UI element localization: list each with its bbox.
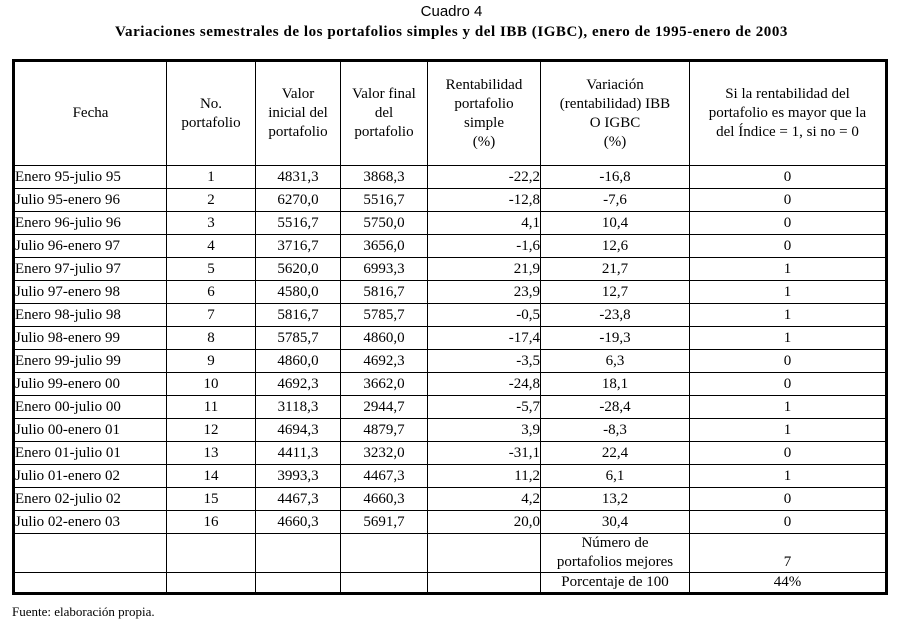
cell-comparison-flag: 1 [690,304,887,327]
cell-final-value: 4660,3 [341,488,428,511]
cell-index-variation: 12,6 [541,235,690,258]
summary-row-better [14,534,887,573]
cell-fecha: Julio 01-enero 02 [14,465,167,488]
cell-comparison-flag: 1 [690,396,887,419]
cell-simple-return: -0,5 [428,304,541,327]
cell-final-value: 3232,0 [341,442,428,465]
cell-index-variation: 10,4 [541,212,690,235]
cell-fecha: Julio 02-enero 03 [14,511,167,534]
label-line: portafolios mejores [556,554,674,570]
cell-index-variation: 12,7 [541,281,690,304]
cell-final-value: 3656,0 [341,235,428,258]
cell-index-variation: -23,8 [541,304,690,327]
header-line: Valor [281,86,315,102]
cell-initial-value: 5785,7 [256,327,341,350]
cell-index-variation: 6,3 [541,350,690,373]
cell-portfolio-number: 9 [167,350,256,373]
table-row [14,304,887,327]
cell-final-value: 5816,7 [341,281,428,304]
table-row [14,465,887,488]
summary-row-percent [14,573,887,594]
cell-simple-return: 11,2 [428,465,541,488]
cell-final-value: 5516,7 [341,189,428,212]
cell-initial-value: 4580,0 [256,281,341,304]
cell-portfolio-number: 10 [167,373,256,396]
better-portfolios-label [541,534,690,573]
cell-index-variation: -8,3 [541,419,690,442]
cell-portfolio-number: 1 [167,166,256,189]
header-line: (rentabilidad) IBB [559,95,671,112]
header-line: No. [199,95,223,112]
cell-initial-value: 3993,3 [256,465,341,488]
header-index-variation [541,61,690,166]
cell-comparison-flag: 0 [690,189,887,212]
header-line: (%) [472,133,496,150]
source-note: Fuente: elaboración propia. [12,604,155,619]
table-row [14,373,887,396]
table-row [14,189,887,212]
cell-index-variation: -16,8 [541,166,690,189]
header-line: del Índice = 1, si no = 0 [716,124,859,140]
cell-final-value: 5750,0 [341,212,428,235]
header-line: portafolio [268,124,328,140]
cell-index-variation: -7,6 [541,189,690,212]
header-line: Valor final [352,86,416,102]
cell-simple-return: -22,2 [428,166,541,189]
empty-cell [14,534,167,573]
header-line: Si la rentabilidad del [725,86,850,102]
cell-final-value: 5691,7 [341,511,428,534]
cell-portfolio-number: 6 [167,281,256,304]
table-row [14,212,887,235]
cell-final-value: 3662,0 [341,373,428,396]
cell-simple-return: 4,1 [428,212,541,235]
header-line: Rentabilidad [445,76,523,93]
cell-comparison-flag: 0 [690,212,887,235]
cell-portfolio-number: 3 [167,212,256,235]
cell-simple-return: -31,1 [428,442,541,465]
cell-fecha: Enero 00-julio 00 [14,396,167,419]
header-fecha [14,61,167,166]
cell-final-value: 4692,3 [341,350,428,373]
header-line: Fecha [72,105,109,121]
cell-simple-return: -5,7 [428,396,541,419]
cell-comparison-flag: 0 [690,442,887,465]
table-row [14,350,887,373]
header-row [14,61,887,166]
cell-final-value: 3868,3 [341,166,428,189]
cell-fecha: Enero 02-julio 02 [14,488,167,511]
empty-cell [167,573,256,594]
cell-final-value: 2944,7 [341,396,428,419]
cell-final-value: 4467,3 [341,465,428,488]
cell-fecha: Julio 00-enero 01 [14,419,167,442]
cell-simple-return: -3,5 [428,350,541,373]
header-final-value [341,61,428,166]
table-row [14,258,887,281]
percent-value: 44% [690,573,887,594]
table-row [14,442,887,465]
cell-index-variation: 30,4 [541,511,690,534]
cell-simple-return: 21,9 [428,258,541,281]
table-row [14,235,887,258]
cell-portfolio-number: 2 [167,189,256,212]
cell-index-variation: 13,2 [541,488,690,511]
cell-fecha: Julio 96-enero 97 [14,235,167,258]
cell-simple-return: 3,9 [428,419,541,442]
cell-initial-value: 5816,7 [256,304,341,327]
cell-portfolio-number: 7 [167,304,256,327]
header-line: inicial del [268,105,328,121]
cell-index-variation: 18,1 [541,373,690,396]
header-portfolio-number [167,61,256,166]
portfolio-variations-table [12,59,888,595]
empty-cell [167,534,256,573]
cell-simple-return: -1,6 [428,235,541,258]
percent-label: Porcentaje de 100 [541,573,690,594]
cell-final-value: 5785,7 [341,304,428,327]
header-line: del [374,105,394,121]
cell-portfolio-number: 16 [167,511,256,534]
empty-cell [341,573,428,594]
cell-comparison-flag: 1 [690,258,887,281]
cell-fecha: Enero 98-julio 98 [14,304,167,327]
cell-comparison-flag: 1 [690,281,887,304]
table-row [14,281,887,304]
table-row [14,488,887,511]
empty-cell [341,534,428,573]
cell-comparison-flag: 0 [690,488,887,511]
header-comparison-flag [690,61,887,166]
header-line: simple [464,114,504,131]
cell-fecha: Julio 98-enero 99 [14,327,167,350]
table-row [14,511,887,534]
cell-portfolio-number: 11 [167,396,256,419]
header-line: portafolio [354,124,414,140]
better-portfolios-value: 7 [690,534,887,573]
caption-label: Cuadro 4 [420,3,483,20]
cell-index-variation: 21,7 [541,258,690,281]
cell-index-variation: 22,4 [541,442,690,465]
cell-simple-return: 23,9 [428,281,541,304]
cell-comparison-flag: 0 [690,373,887,396]
table-row [14,166,887,189]
cell-final-value: 4860,0 [341,327,428,350]
cell-portfolio-number: 5 [167,258,256,281]
cell-simple-return: -17,4 [428,327,541,350]
cell-simple-return: -24,8 [428,373,541,396]
cell-fecha: Enero 95-julio 95 [14,166,167,189]
cell-initial-value: 4831,3 [256,166,341,189]
cell-initial-value: 3716,7 [256,235,341,258]
table-row [14,419,887,442]
label-line: Número de [581,535,649,551]
cell-initial-value: 4467,3 [256,488,341,511]
table-body [14,166,887,594]
empty-cell [428,573,541,594]
cell-initial-value: 4660,3 [256,511,341,534]
cell-fecha: Enero 97-julio 97 [14,258,167,281]
cell-initial-value: 5516,7 [256,212,341,235]
cell-fecha: Julio 99-enero 00 [14,373,167,396]
cell-portfolio-number: 14 [167,465,256,488]
header-line: (%) [603,133,627,150]
table-row [14,396,887,419]
cell-comparison-flag: 0 [690,350,887,373]
cell-portfolio-number: 8 [167,327,256,350]
cell-initial-value: 4692,3 [256,373,341,396]
header-line: portafolio [454,95,514,112]
header-simple-return [428,61,541,166]
empty-cell [428,534,541,573]
cell-comparison-flag: 1 [690,465,887,488]
cell-fecha: Julio 95-enero 96 [14,189,167,212]
cell-index-variation: -28,4 [541,396,690,419]
cell-initial-value: 4860,0 [256,350,341,373]
cell-initial-value: 6270,0 [256,189,341,212]
cell-comparison-flag: 0 [690,511,887,534]
cell-final-value: 4879,7 [341,419,428,442]
empty-cell [256,534,341,573]
cell-initial-value: 4411,3 [256,442,341,465]
cell-comparison-flag: 0 [690,235,887,258]
cell-comparison-flag: 0 [690,166,887,189]
cell-comparison-flag: 1 [690,327,887,350]
cell-index-variation: -19,3 [541,327,690,350]
cell-portfolio-number: 4 [167,235,256,258]
header-initial-value [256,61,341,166]
cell-fecha: Enero 96-julio 96 [14,212,167,235]
empty-cell [256,573,341,594]
cell-fecha: Enero 99-julio 99 [14,350,167,373]
cell-index-variation: 6,1 [541,465,690,488]
cell-portfolio-number: 15 [167,488,256,511]
header-line: O IGBC [589,114,641,131]
cell-fecha: Enero 01-julio 01 [14,442,167,465]
cell-final-value: 6993,3 [341,258,428,281]
cell-initial-value: 4694,3 [256,419,341,442]
cell-fecha: Julio 97-enero 98 [14,281,167,304]
cell-initial-value: 3118,3 [256,396,341,419]
caption-title: Variaciones semestrales de los portafolios simples y del IBB (IGBC), enero de 1995-enero de 2003 [115,24,788,40]
cell-initial-value: 5620,0 [256,258,341,281]
header-line: portafolio es mayor que la [708,105,867,121]
header-line: Variación [586,76,644,93]
cell-portfolio-number: 13 [167,442,256,465]
table-row [14,327,887,350]
cell-simple-return: 4,2 [428,488,541,511]
empty-cell [14,573,167,594]
header-line: portafolio [181,114,241,131]
cell-simple-return: 20,0 [428,511,541,534]
cell-comparison-flag: 1 [690,419,887,442]
cell-simple-return: -12,8 [428,189,541,212]
cell-portfolio-number: 12 [167,419,256,442]
